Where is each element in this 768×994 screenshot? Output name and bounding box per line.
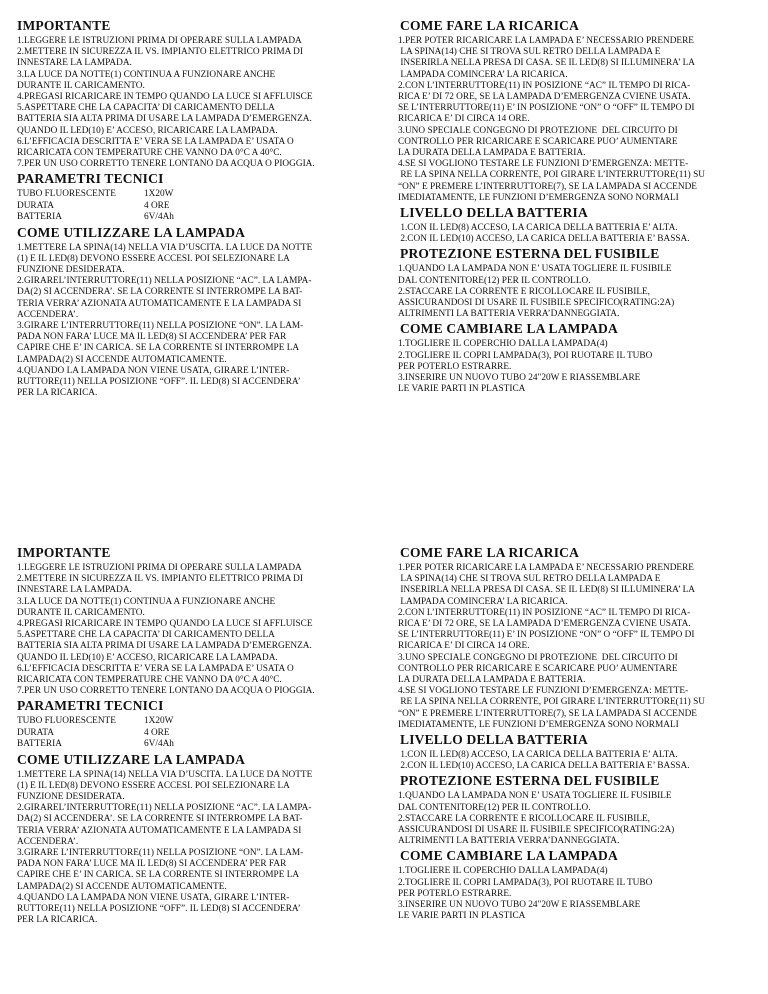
param-value: 1X20W: [144, 189, 174, 200]
section-title: COME CAMBIARE LA LAMPADA: [400, 848, 618, 864]
text-line: 2.GIRAREL’INTERRUTTORE(11) NELLA POSIZIONE “AC”. LA LAMPA-: [17, 276, 312, 287]
text-line: ASSICURANDOSI DI USARE IL FUSIBILE SPECIFICO(RATING:2A): [398, 825, 675, 836]
text-line: 2.CON IL LED(10) ACCESO, LA CARICA DELLA BATTERIA E’ BASSA.: [398, 761, 690, 772]
section-body: [17, 243, 367, 400]
section-body: [17, 36, 367, 170]
text-line: 1.CON IL LED(8) ACCESO, LA CARICA DELLA BATTERIA E’ ALTA.: [398, 750, 678, 761]
text-line: DURANTE IL CARICAMENTO.: [17, 607, 145, 618]
text-line: LA SPINA(14) CHE SI TROVA SUL RETRO DELLA LAMPADA E: [398, 574, 661, 585]
section-protezione: [398, 246, 748, 320]
text-line: “ON” E PREMERE L’INTERRUTTORE(7), SE LA LAMPADA SI ACCENDE: [398, 181, 697, 192]
text-line: 3.INSERIRE UN NUOVO TUBO 24"20W E RIASSEMBLARE: [398, 373, 641, 384]
param-value: 4 ORE: [144, 200, 170, 211]
text-line: LAMPADA COMINCERA’ LA RICARICA.: [398, 69, 568, 80]
text-line: ACCENDERA’.: [17, 309, 79, 320]
section-utilizzare: [17, 752, 367, 927]
text-line: RE LA SPINA NELLA CORRENTE, POI GIRARE L’INTERRUTTORE(11) SU: [398, 170, 705, 181]
text-line: SE L’INTERRUTTORE(11) E’ IN POSIZIONE “ON” O “OFF” IL TEMPO DI: [398, 630, 695, 641]
text-line: 2.CON L’INTERRUTTORE(11) IN POSIZIONE “AC” IL TEMPO DI RICA-: [398, 607, 691, 618]
text-line: 3.INSERIRE UN NUOVO TUBO 24"20W E RIASSEMBLARE: [398, 900, 641, 911]
section-body: [398, 866, 748, 922]
text-line: LE VARIE PARTI IN PLASTICA: [398, 384, 526, 395]
text-line: RICARICATA CON TEMPERATURE CHE VANNO DA 0°C A 40°C.: [17, 148, 282, 159]
text-line: 1.CON IL LED(8) ACCESO, LA CARICA DELLA BATTERIA E’ ALTA.: [398, 223, 678, 234]
section-title: LIVELLO DELLA BATTERIA: [400, 205, 588, 221]
text-line: DA(2) SI ACCENDERA’. SE LA CORRENTE SI INTERROMPE LA BAT-: [17, 287, 303, 298]
text-line: ALTRIMENTI LA BATTERIA VERRA’DANNEGGIATA.: [398, 836, 620, 847]
text-line: INSERIRLA NELLA PRESA DI CASA. SE IL LED(8) SI ILLUMINERA’ LA: [398, 585, 695, 596]
text-line: 2.STACCARE LA CORRENTE E RICOLLOCARE IL FUSIBILE,: [398, 813, 650, 824]
section-utilizzare: [17, 225, 367, 400]
section-title: PROTEZIONE ESTERNA DEL FUSIBILE: [400, 773, 660, 789]
section-title: COME UTILIZZARE LA LAMPADA: [17, 224, 246, 240]
section-title: PARAMETRI TECNICI: [17, 698, 164, 714]
text-line: 2.METTERE IN SICUREZZA IL VS. IMPIANTO ELETTRICO PRIMA DI: [17, 574, 303, 585]
section-importante: [17, 545, 367, 697]
right-column-top: [398, 18, 748, 396]
text-line: 1.PER POTER RICARICARE LA LAMPADA E’ NECESSARIO PRENDERE: [398, 36, 694, 46]
param-label: DURATA: [17, 200, 54, 211]
section-body: [398, 563, 748, 731]
section-parametri: [17, 171, 367, 223]
section-ricarica: [398, 545, 748, 731]
section-cambiare: [398, 321, 748, 395]
section-body: [17, 563, 367, 697]
section-title: COME FARE LA RICARICA: [400, 18, 580, 33]
text-line: FUNZIONE DESIDERATA.: [17, 265, 125, 276]
text-line: LE VARIE PARTI IN PLASTICA: [398, 911, 526, 922]
section-title: IMPORTANTE: [17, 18, 111, 33]
section-body: [398, 223, 748, 245]
text-line: 6.L’EFFICACIA DESCRITTA E’ VERA SE LA LAMPADA E’ USATA O: [17, 663, 294, 674]
text-line: 4.QUANDO LA LAMPADA NON VIENE USATA, GIRARE L’INTER-: [17, 892, 290, 903]
text-line: SE L’INTERRUTTORE(11) E’ IN POSIZIONE “ON” O “OFF” IL TEMPO DI: [398, 103, 695, 114]
text-line: 2.CON IL LED(10) ACCESO, LA CARICA DELLA BATTERIA E’ BASSA.: [398, 234, 690, 245]
section-title: COME UTILIZZARE LA LAMPADA: [17, 751, 246, 767]
text-line: DAL CONTENITORE(12) PER IL CONTROLLO.: [398, 275, 591, 286]
text-line: 4.PREGASI RICARICARE IN TEMPO QUANDO LA LUCE SI AFFLUISCE: [17, 92, 313, 103]
text-line: 3.UNO SPECIALE CONGEGNO DI PROTEZIONE DEL CIRCUITO DI: [398, 652, 678, 663]
text-line: “ON” E PREMERE L’INTERRUTTORE(7), SE LA LAMPADA SI ACCENDE: [398, 708, 697, 719]
params-row: [17, 739, 174, 750]
text-line: ASSICURANDOSI DI USARE IL FUSIBILE SPECIFICO(RATING:2A): [398, 298, 675, 309]
text-line: 4.SE SI VOGLIONO TESTARE LE FUNZIONI D’EMERGENZA: METTE-: [398, 159, 689, 170]
text-line: 2.STACCARE LA CORRENTE E RICOLLOCARE IL FUSIBILE,: [398, 286, 650, 297]
text-line: INSERIRLA NELLA PRESA DI CASA. SE IL LED(8) SI ILLUMINERA’ LA: [398, 58, 695, 69]
text-line: 1.METTERE LA SPINA(14) NELLA VIA D’USCITA. LA LUCE DA NOTTE: [17, 242, 313, 253]
text-line: DURANTE IL CARICAMENTO.: [17, 80, 145, 91]
section-protezione: [398, 773, 748, 847]
text-line: 6.L’EFFICACIA DESCRITTA E’ VERA SE LA LAMPADA E’ USATA O: [17, 136, 294, 147]
text-line: 1.PER POTER RICARICARE LA LAMPADA E’ NECESSARIO PRENDERE: [398, 563, 694, 573]
text-line: RUTTORE(11) NELLA POSIZIONE “OFF”. IL LED(8) SI ACCENDERA’: [17, 377, 301, 388]
text-line: CONTROLLO PER RICARICARE E SCARICARE PUO’ AUMENTARE: [398, 136, 678, 147]
text-line: 3.GIRARE L’INTERRUTTORE(11) NELLA POSIZIONE “ON”. LA LAM-: [17, 848, 304, 859]
text-line: 1.LEGGERE LE ISTRUZIONI PRIMA DI OPERARE SULLA LAMPADA: [17, 563, 302, 573]
param-value: 1X20W: [144, 716, 174, 727]
text-line: BATTERIA SIA ALTA PRIMA DI USARE LA LAMPADA D’EMERGENZA.: [17, 114, 312, 125]
params-row: [17, 728, 174, 739]
params-table: [17, 189, 174, 223]
section-body: [398, 264, 748, 320]
text-line: TERIA VERRA’ AZIONATA AUTOMATICAMENTE E LA LAMPADA SI: [17, 825, 302, 836]
param-value: 4 ORE: [144, 727, 170, 738]
text-line: (1) E IL LED(8) DEVONO ESSERE ACCESI. POI SELEZIONARE LA: [17, 253, 290, 264]
text-line: LAMPADA(2) SI ACCENDE AUTOMATICAMENTE.: [17, 354, 227, 365]
left-column-bottom: [17, 545, 367, 928]
text-line: 2.TOGLIERE IL COPRI LAMPADA(3), POI RUOTARE IL TUBO: [398, 877, 653, 888]
text-line: CAPIRE CHE E’ IN CARICA. SE LA CORRENTE SI INTERROMPE LA: [17, 870, 300, 881]
text-line: 2.METTERE IN SICUREZZA IL VS. IMPIANTO ELETTRICO PRIMA DI: [17, 47, 303, 58]
text-line: RICA E’ DI 72 ORE, SE LA LAMPADA D’EMERGENZA CVIENE USATA.: [398, 92, 691, 103]
text-line: BATTERIA SIA ALTA PRIMA DI USARE LA LAMPADA D’EMERGENZA.: [17, 641, 312, 652]
section-ricarica: [398, 18, 748, 204]
text-line: RICA E’ DI 72 ORE, SE LA LAMPADA D’EMERGENZA CVIENE USATA.: [398, 619, 691, 630]
section-title: IMPORTANTE: [17, 545, 111, 560]
text-line: 7.PER UN USO CORRETTO TENERE LONTANO DA ACQUA O PIOGGIA.: [17, 159, 315, 170]
text-line: INNESTARE LA LAMPADA.: [17, 585, 132, 596]
text-line: DAL CONTENITORE(12) PER IL CONTROLLO.: [398, 802, 591, 813]
text-line: QUANDO IL LED(10) E’ ACCESO, RICARICARE LA LAMPADA.: [17, 652, 278, 663]
param-label: TUBO FLUORESCENTE: [17, 189, 116, 200]
text-line: 3.LA LUCE DA NOTTE(1) CONTINUA A FUNZIONARE ANCHE: [17, 596, 276, 607]
section-title: COME CAMBIARE LA LAMPADA: [400, 321, 618, 337]
text-line: LA DURATA DELLA LAMPADA E BATTERIA.: [398, 675, 586, 686]
text-line: CAPIRE CHE E’ IN CARICA. SE LA CORRENTE SI INTERROMPE LA: [17, 343, 300, 354]
section-livello: [398, 732, 748, 772]
text-line: 3.LA LUCE DA NOTTE(1) CONTINUA A FUNZIONARE ANCHE: [17, 69, 276, 80]
section-title: PARAMETRI TECNICI: [17, 171, 164, 187]
text-line: 7.PER UN USO CORRETTO TENERE LONTANO DA ACQUA O PIOGGIA.: [17, 686, 315, 697]
text-line: IMEDIATAMENTE, LE FUNZIONI D’EMERGENZA SONO NORMALI: [398, 192, 679, 203]
text-line: 5.ASPETTARE CHE LA CAPACITA’ DI CARICAMENTO DELLA: [17, 103, 275, 114]
params-row: [17, 201, 174, 212]
text-line: 2.CON L’INTERRUTTORE(11) IN POSIZIONE “AC” IL TEMPO DI RICA-: [398, 80, 691, 91]
text-line: ALTRIMENTI LA BATTERIA VERRA’DANNEGGIATA.: [398, 309, 620, 320]
text-line: 1.TOGLIERE IL COPERCHIO DALLA LAMPADA(4): [398, 339, 608, 350]
param-label: BATTERIA: [17, 739, 62, 750]
text-line: 1.LEGGERE LE ISTRUZIONI PRIMA DI OPERARE SULLA LAMPADA: [17, 36, 302, 46]
section-body: [398, 750, 748, 772]
text-line: RICARICATA CON TEMPERATURE CHE VANNO DA 0°C A 40°C.: [17, 675, 282, 686]
text-line: PER LA RICARICA.: [17, 388, 98, 399]
text-line: 2.GIRAREL’INTERRUTTORE(11) NELLA POSIZIONE “AC”. LA LAMPA-: [17, 803, 312, 814]
text-line: INNESTARE LA LAMPADA.: [17, 58, 132, 69]
text-line: RUTTORE(11) NELLA POSIZIONE “OFF”. IL LED(8) SI ACCENDERA’: [17, 904, 301, 915]
text-line: QUANDO IL LED(10) E’ ACCESO, RICARICARE LA LAMPADA.: [17, 125, 278, 136]
text-line: 4.QUANDO LA LAMPADA NON VIENE USATA, GIRARE L’INTER-: [17, 365, 290, 376]
text-line: 3.GIRARE L’INTERRUTTORE(11) NELLA POSIZIONE “ON”. LA LAM-: [17, 321, 304, 332]
text-line: PADA NON FARA’ LUCE MA IL LED(8) SI ACCENDERA’ PER FAR: [17, 332, 287, 343]
text-line: 5.ASPETTARE CHE LA CAPACITA’ DI CARICAMENTO DELLA: [17, 630, 275, 641]
text-line: PADA NON FARA’ LUCE MA IL LED(8) SI ACCENDERA’ PER FAR: [17, 859, 287, 870]
section-parametri: [17, 698, 367, 750]
text-line: 4.SE SI VOGLIONO TESTARE LE FUNZIONI D’EMERGENZA: METTE-: [398, 686, 689, 697]
section-body: [17, 770, 367, 927]
section-title: COME FARE LA RICARICA: [400, 545, 580, 560]
section-body: [398, 36, 748, 204]
text-line: 1.QUANDO LA LAMPADA NON E’ USATA TOGLIERE IL FUSIBILE: [398, 264, 672, 275]
param-label: BATTERIA: [17, 212, 62, 223]
text-line: RICARICA E’ DI CIRCA 14 ORE.: [398, 641, 530, 652]
left-column-top: [17, 18, 367, 401]
text-line: (1) E IL LED(8) DEVONO ESSERE ACCESI. POI SELEZIONARE LA: [17, 780, 290, 791]
text-line: PER POTERLO ESTRARRE.: [398, 361, 512, 372]
text-line: LA SPINA(14) CHE SI TROVA SUL RETRO DELLA LAMPADA E: [398, 47, 661, 58]
param-label: TUBO FLUORESCENTE: [17, 716, 116, 727]
right-column-bottom: [398, 545, 748, 923]
params-row: [17, 189, 174, 200]
param-value: 6V/4Ah: [144, 739, 174, 750]
param-value: 6V/4Ah: [144, 212, 174, 223]
text-line: DA(2) SI ACCENDERA’. SE LA CORRENTE SI INTERROMPE LA BAT-: [17, 814, 303, 825]
section-title: LIVELLO DELLA BATTERIA: [400, 732, 588, 748]
params-row: [17, 716, 174, 727]
text-line: 1.METTERE LA SPINA(14) NELLA VIA D’USCITA. LA LUCE DA NOTTE: [17, 769, 313, 780]
text-line: IMEDIATAMENTE, LE FUNZIONI D’EMERGENZA SONO NORMALI: [398, 719, 679, 730]
text-line: TERIA VERRA’ AZIONATA AUTOMATICAMENTE E LA LAMPADA SI: [17, 298, 302, 309]
text-line: PER LA RICARICA.: [17, 915, 98, 926]
text-line: FUNZIONE DESIDERATA.: [17, 792, 125, 803]
section-title: PROTEZIONE ESTERNA DEL FUSIBILE: [400, 246, 660, 262]
params-row: [17, 212, 174, 223]
text-line: 2.TOGLIERE IL COPRI LAMPADA(3), POI RUOTARE IL TUBO: [398, 350, 653, 361]
section-body: [398, 791, 748, 847]
text-line: LA DURATA DELLA LAMPADA E BATTERIA.: [398, 148, 586, 159]
text-line: LAMPADA COMINCERA’ LA RICARICA.: [398, 596, 568, 607]
text-line: ACCENDERA’.: [17, 836, 79, 847]
params-table: [17, 716, 174, 750]
text-line: CONTROLLO PER RICARICARE E SCARICARE PUO’ AUMENTARE: [398, 663, 678, 674]
text-line: RE LA SPINA NELLA CORRENTE, POI GIRARE L’INTERRUTTORE(11) SU: [398, 697, 705, 708]
text-line: LAMPADA(2) SI ACCENDE AUTOMATICAMENTE.: [17, 881, 227, 892]
text-line: 1.TOGLIERE IL COPERCHIO DALLA LAMPADA(4): [398, 866, 608, 877]
text-line: 3.UNO SPECIALE CONGEGNO DI PROTEZIONE DEL CIRCUITO DI: [398, 125, 678, 136]
param-label: DURATA: [17, 727, 54, 738]
section-livello: [398, 205, 748, 245]
text-line: RICARICA E’ DI CIRCA 14 ORE.: [398, 114, 530, 125]
text-line: 1.QUANDO LA LAMPADA NON E’ USATA TOGLIERE IL FUSIBILE: [398, 791, 672, 802]
section-body: [398, 339, 748, 395]
section-cambiare: [398, 848, 748, 922]
text-line: PER POTERLO ESTRARRE.: [398, 888, 512, 899]
text-line: 4.PREGASI RICARICARE IN TEMPO QUANDO LA LUCE SI AFFLUISCE: [17, 619, 313, 630]
section-importante: [17, 18, 367, 170]
